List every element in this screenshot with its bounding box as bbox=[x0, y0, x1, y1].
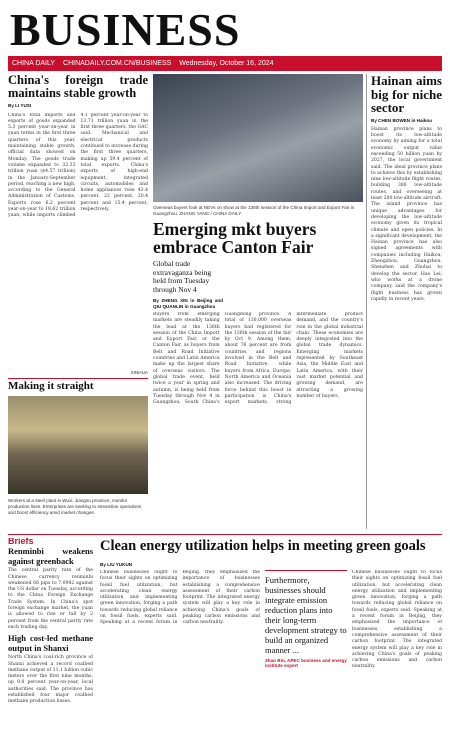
section-divider bbox=[8, 534, 442, 535]
photo-caption: Workers at a steel plant in Wuxi, Jiangsu province, monitor production lines. Enterprises are seeking to streamline operations and boost efficiency amid market changes. bbox=[8, 498, 142, 515]
page-body bbox=[8, 74, 442, 744]
headline: China's foreign trade maintains stable growth bbox=[8, 74, 148, 101]
brief-headline: High cost-led methane output in Shanxi bbox=[8, 633, 93, 653]
headline-clean-energy: Clean energy utilization helps in meeting green goals bbox=[100, 538, 426, 554]
story-hainan bbox=[371, 74, 442, 529]
photo-caption: Overseas buyers look at NEVs on show at the 136th session of the China Import and Export Fair in Guangzhou. ZHANG YANG / CHINA DAILY bbox=[153, 205, 355, 216]
headline: Hainan aims big for niche sector bbox=[371, 74, 442, 115]
briefs bbox=[8, 538, 93, 744]
article-text: China's total imports and exports of goods expanded 5.3 percent year-on-year in yuan terms in the first three quarters of this year, maintaining stable growth, official data showed on Monday. The goods trade volume expanded to 32.33 trillion yuan ($4.57 trillion) in the January-September period, reaching a new high, according to the General Administration of Customs. Exports rose 6.2 percent year-on-year to 18.62 trillion yuan, while imports climbed 4.1 percent year-on-year to 13.71 trillion yuan in the first three quarters, the GAC said. Mechanical and electrical products continued to increase during the first three quarters, making up 59.4 percent of total exports. China's exports of high-end equipment, integrated circuits, automobiles and home appliances rose 43.4 percent, 22 percent, 20.4 percent and 15.4 percent, respectively. bbox=[8, 112, 148, 219]
quote-text: Furthermore, businesses should integrate emission reduction plans into their long-term development strategy to build an organized manner ... bbox=[265, 575, 347, 655]
issue-date: Wednesday, October 16, 2024 bbox=[179, 60, 274, 67]
headline-making-it-straight: Making it straight bbox=[8, 380, 94, 392]
column-divider bbox=[366, 74, 367, 529]
section-title: BUSINESS bbox=[10, 4, 241, 55]
article-text: Buyers from emerging markets are steadily taking the lead at the 136th session of the China Import and Export Fair, or the Canton Fair, as buyers from Belt and Road Initiative countries and Latin America make up the largest share of overseas visitors. The global trade event, held twice a year in spring and autumn, is being held from Tuesday through Nov 4 in Guangzhou, South China's Guangdong province. A total of 130,000 overseas buyers had registered for the 136th session of the fair by Oct 9. Among them, about 76 percent are from countries and regions involved in the Belt and Road Initiative, while buyers from Africa, Europe, North America and Oceania also increased. The driving force behind this boost in participation is China's export markets, strong intermediate product demand, and the country's role in the global industrial chain. These economies are deeply integrated into the global trade dynamics. Emerging markets represented by Southeast Asia, the Middle East and Latin America, with their vast market potential and growing demand, are attracting a growing number of buyers. bbox=[153, 312, 363, 406]
site-url[interactable]: CHINADAILY.COM.CN/BUSINESS bbox=[63, 60, 172, 67]
subhead: Global trade extravaganza being held from Tuesday through Nov 4 bbox=[153, 259, 212, 294]
byline: By LI YUSI bbox=[8, 103, 32, 109]
brief-text: North China's coal-rich province of Shanxi achieved a record coalbed methane output of 11.1 billion cubic meters over the first nine months, up 9.8 percent year-on-year, local authorities said. The province has established four major coalbed methane production bases. bbox=[8, 655, 93, 705]
publication-name: CHINA DAILY bbox=[12, 60, 56, 67]
byline: By CHEN BOWEN in Haikou bbox=[371, 117, 432, 123]
photo-factory bbox=[8, 396, 148, 494]
article-text-continued: Chinese businesses ought to focus their sights on optimizing fossil fuel utilization, but accelerating clean energy utilization and implementing green innovation, forging a path towards reducing global reliance on fossil fuels, experts said. Speaking at a recent forum in Beijing, they emphasized the importance of businesses establishing a comprehensive assessment of their carbon footprint. The integrated energy system will play a key role in achieving China's goals of peaking carbon emissions and carbon neutrality. bbox=[352, 570, 442, 670]
headline-canton-fair: Emerging mkt buyers embrace Canton Fair bbox=[153, 219, 317, 257]
story-foreign-trade bbox=[8, 74, 148, 374]
article-text: Chinese businesses ought to focus their sights on optimizing fossil fuel utilization, but accelerating clean energy utilization and implementing green innovation, forging a path towards reducing global reliance on fossil fuels, experts said. Speaking at a recent forum in Beijing, they emphasized the importance of businesses establishing a comprehensive assessment of their carbon footprint. The integrated energy system will play a key role in achieving China's goals of peaking carbon emissions and carbon neutrality. bbox=[100, 570, 260, 626]
quote-attribution: Zhao Bin, APEC business and energy institute expert bbox=[265, 658, 347, 668]
masthead-bar bbox=[8, 57, 442, 71]
brief-text: The central parity rate of the Chinese currency renminbi weakened 66 pips to 7.0982 against the US dollar on Tuesday, according to the China Foreign Exchange Trade System. In China's spot foreign exchange market, the yuan is allowed to rise or fall by 2 percent from the central parity rate each trading day. bbox=[8, 568, 93, 630]
masthead bbox=[8, 4, 442, 67]
pull-quote bbox=[265, 570, 347, 744]
byline: By ZHENG XIN in Beijing and QIU QUANLIN in Guangzhou bbox=[153, 298, 223, 310]
photo-canton-fair bbox=[153, 74, 363, 202]
byline: By LIU YUKUN bbox=[100, 562, 133, 567]
article-text: Hainan province plans to boost its low-altitude economy by aiming for a total economic output value exceeding 50 billion yuan by 2027, the local government said. The ideal province plans to achieve this by establishing nine low-altitude flight routes, building 380 low-altitude routes, and overseeing at least 200 low-altitude aircraft. The island province has unique advantages for developing the low-altitude economy given its tropical climate and open policies. In a significant development, the Hainan province has also signed agreements with companies including Haikou, Zhengzhou, Guangzhou, Shenzhen and Zhuhai to develop the sector. Hao Lei, who works at a drone company, said the company's flight business has grown rapidly in recent years. bbox=[371, 126, 442, 302]
brief-headline: Renminbi weakens against greenback bbox=[8, 546, 93, 566]
credit: XINHUA bbox=[130, 369, 148, 374]
divider bbox=[8, 378, 148, 379]
briefs-label: Briefs bbox=[8, 538, 34, 546]
